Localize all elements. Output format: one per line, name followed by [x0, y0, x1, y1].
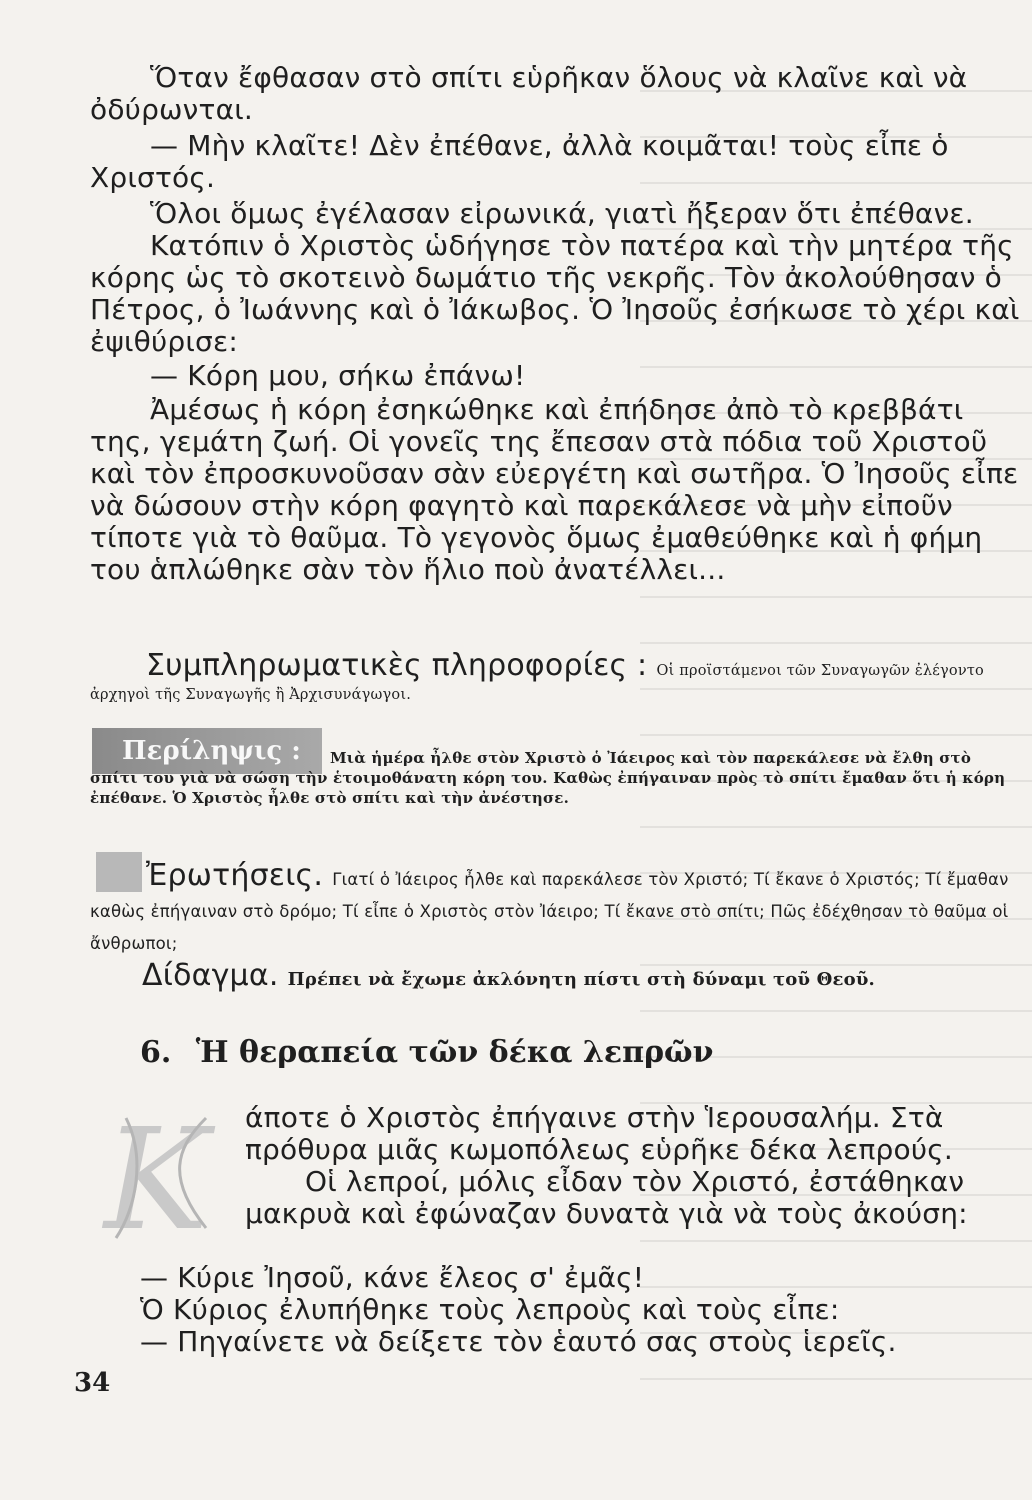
lesson-block [96, 960, 1026, 992]
section-dialogue [140, 1262, 1020, 1358]
story-paragraph: Ὅλοι ὅμως ἐγέλασαν εἰρωνικά, γιατὶ ἤξεραν ὅτι ἐπέθανε. [150, 197, 974, 230]
section-number: 6. [140, 1035, 172, 1070]
dropcap-letter-kappa [96, 1098, 226, 1248]
section-paragraph: Οἱ λεπροί, μόλις εἶδαν τὸν Χριστό, ἐστάθηκαν μακρυὰ καὶ ἐφώναζαν δυνατὰ γιὰ νὰ τοὺς ἀκούση: [245, 1165, 968, 1230]
story-paragraph: Ἀμέσως ἡ κόρη ἐσηκώθηκε καὶ ἐπήδησε ἀπὸ τὸ κρεββάτι της, γεμάτη ζωή. Οἱ γονεῖς της ἔπεσαν στὰ πόδια τοῦ Χριστοῦ καὶ τὸν ἐπροσκυνοῦσαν σὰν εὐεργέτη καὶ σωτῆρα. Ὁ Ἰησοῦς εἶπε νὰ δώσουν στὴν κόρη φαγητὸ καὶ παρεκάλεσε νὰ μὴν εἰποῦν τίποτε γιὰ τὸ θαῦμα. Τὸ γεγονὸς ὅμως ἐμαθεύθηκε καὶ ἡ φήμη του ἁπλώθηκε σὰν τὸν ἥλιο ποὺ ἀνατέλλει... [90, 393, 1019, 586]
dropcap-letter: Κ [104, 1099, 209, 1248]
section-paragraph: — Πηγαίνετε νὰ δείξετε τὸν ἑαυτό σας στοὺς ἱερεῖς. [140, 1325, 897, 1358]
questions-block [90, 860, 1015, 956]
summary-badge: Περίληψις : [92, 728, 322, 774]
section-paragraph: άποτε ὁ Χριστὸς ἐπήγαινε στὴν Ἱερουσαλήμ. Στὰ πρόθυρα μιᾶς κωμοπόλεως εὑρῆκε δέκα λεπρούς. [245, 1101, 953, 1166]
supplementary-label: Συμπληρωματικὲς πληροφορίες : [146, 648, 648, 683]
questions-label: Ἐρωτήσεις. [146, 858, 324, 893]
section-title: Ἡ θεραπεία τῶν δέκα λεπρῶν [195, 1035, 714, 1070]
summary-text: Μιὰ ἡμέρα ἦλθε στὸν Χριστὸ ὁ Ἰάειρος καὶ τὸν παρεκάλεσε νὰ ἔλθη στὸ σπίτι του γιὰ νὰ σώση τὴν ἑτοιμοθάνατη κόρη του. Καθὼς ἐπήγαιναν πρὸς τὸ σπίτι ἔμαθαν ὅτι ἡ κόρη ἐπέθανε. Ὁ Χριστὸς ἦλθε στὸ σπίτι καὶ τὴν ἀνέστησε. [90, 749, 1006, 807]
supplementary-text: Οἱ προϊστάμενοι τῶν Συναγωγῶν ἐλέγοντο ἀρχηγοὶ τῆς Συναγωγῆς ἢ Ἀρχισυνάγωγοι. [90, 663, 984, 703]
story-paragraph: Ὅταν ἔφθασαν στὸ σπίτι εὑρῆκαν ὅλους νὰ κλαῖνε καὶ νὰ ὀδύρωνται. [90, 61, 968, 126]
story-paragraph: — Κόρη μου, σήκω ἐπάνω! [150, 359, 526, 392]
story-paragraph: Κατόπιν ὁ Χριστὸς ὡδήγησε τὸν πατέρα καὶ τὴν μητέρα τῆς κόρης ὡς τὸ σκοτεινὸ δωμάτιο τῆς νεκρῆς. Τὸν ἀκολούθησαν ὁ Πέτρος, ὁ Ἰωάννης καὶ ὁ Ἰάκωβος. Ὁ Ἰησοῦς ἐσήκωσε τὸ χέρι καὶ ἐψιθύρισε: [90, 229, 1020, 358]
questions-text: Γιατί ὁ Ἰάειρος ἦλθε καὶ παρεκάλεσε τὸν Χριστό; Τί ἔκανε ὁ Χριστός; Τί ἔμαθαν καθὼς ἐπήγαιναν στὸ δρόμο; Τί εἶπε ὁ Χριστὸς στὸν Ἰάειρο; Τί ἔκανε στὸ σπίτι; Πῶς ἐδέχθησαν τὸ θαῦμα οἱ ἄνθρωποι; [90, 870, 1009, 953]
section-paragraph: Ὁ Κύριος ἐλυπήθηκε τοὺς λεπροὺς καὶ τοὺς εἶπε: [140, 1293, 840, 1326]
section-paragraph: — Κύριε Ἰησοῦ, κάνε ἔλεος σ' ἐμᾶς! [140, 1261, 645, 1294]
page-number: 34 [74, 1368, 111, 1398]
lesson-text: Πρέπει νὰ ἔχωμε ἀκλόνητη πίστι στὴ δύναμι τοῦ Θεοῦ. [287, 969, 876, 990]
section-heading [140, 1035, 713, 1070]
lesson-label: Δίδαγμα. [142, 958, 279, 993]
supplementary-block [90, 648, 1020, 704]
story-paragraph: — Μὴν κλαῖτε! Δὲν ἐπέθανε, ἀλλὰ κοιμᾶται! τοὺς εἶπε ὁ Χριστός. [90, 129, 949, 194]
section-intro [245, 1102, 1015, 1230]
story-body [90, 62, 1020, 586]
